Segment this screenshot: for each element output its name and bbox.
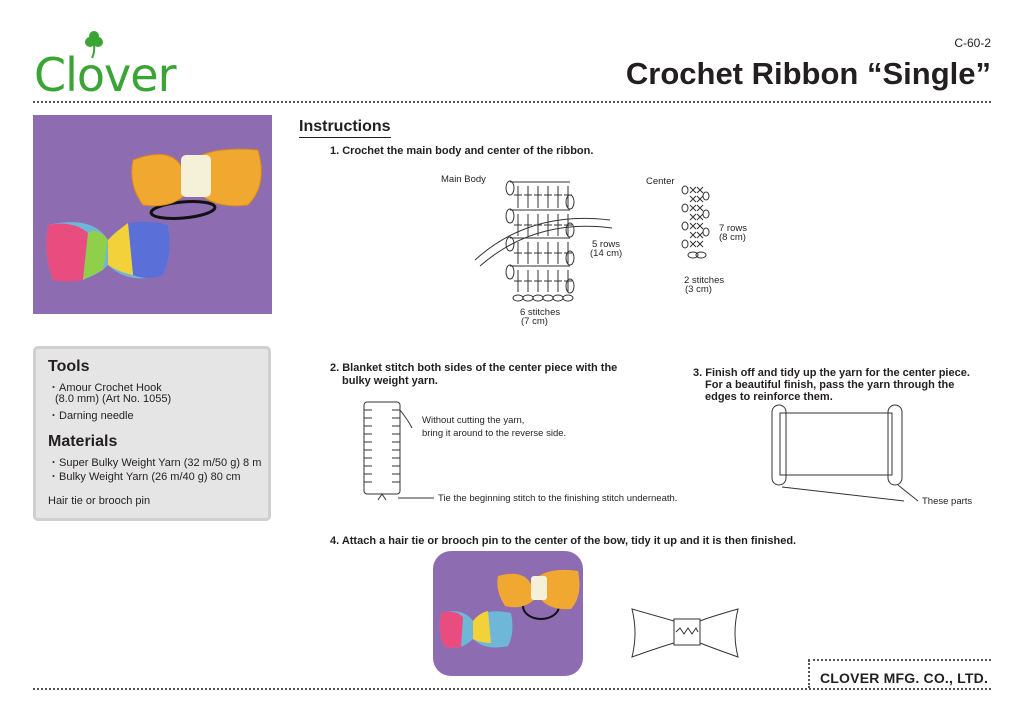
center-chart [680,185,720,265]
footer-divider [33,688,991,690]
materials-heading: Materials [48,433,118,450]
note-bring-around: bring it around to the reverse side. [422,428,567,439]
note-tie-stitch: Tie the beginning stitch to the finishing stitch underneath. [438,493,678,504]
main-body-chart [470,180,610,320]
center-label: Center [646,176,675,187]
clover-logo [34,30,184,100]
step-3-text-cont2: edges to reinforce them. [705,391,833,403]
stitches-label: 6 stitches [520,307,561,318]
note-without-cutting: Without cutting the yarn, [422,415,525,426]
material-item: ・Bulky Weight Yarn (26 m/40 g) 80 cm [48,471,241,483]
main-body-label: Main Body [441,174,486,185]
page-title: Crochet Ribbon “Single” [625,56,991,91]
note-these-parts: These parts [922,496,973,507]
product-photo [33,115,272,314]
company-name: CLOVER MFG. CO., LTD. [820,670,989,686]
tool-item: ・Darning needle [48,410,134,422]
tool-item: (8.0 mm) (Art No. 1055) [55,393,172,405]
blanket-stitch-diagram [360,400,420,500]
material-extra: Hair tie or brooch pin [48,495,151,507]
brand-name: Clover [34,48,176,102]
center-stitches-cm: (3 cm) [685,284,712,295]
header-divider [33,101,991,103]
rows-label: 5 rows [592,239,620,250]
bows-illustration [33,115,272,314]
finished-bows-illustration [433,551,583,676]
step-2-text-cont: bulky weight yarn. [342,375,438,387]
leader-line [398,494,438,504]
footer-divider-top [808,659,991,661]
step-2-text: 2. Blanket stitch both sides of the center piece with the [330,362,618,374]
document-code: C-60-2 [954,36,991,50]
tools-materials-box [33,346,271,521]
step-1-text: 1. Crochet the main body and center of the ribbon. [330,145,594,157]
instructions-heading: Instructions [299,118,391,138]
center-stitches-label: 2 stitches [684,275,725,286]
step-4-text: 4. Attach a hair tie or brooch pin to the center of the bow, tidy it up and it is then finished. [330,535,797,547]
tool-item: ・Amour Crochet Hook [48,382,162,394]
rows-cm: (14 cm) [590,248,623,259]
material-item: ・Super Bulky Weight Yarn (32 m/50 g) 8 m [48,457,262,469]
finished-bow-diagram [630,605,750,665]
center-piece-diagram [768,403,928,513]
center-rows-label: 7 rows [719,223,747,234]
step-3-text: 3. Finish off and tidy up the yarn for the center piece. [693,367,970,379]
tools-heading: Tools [48,358,90,375]
stitches-cm: (7 cm) [521,316,548,327]
footer-divider-v [808,660,810,688]
finished-photo [433,551,583,676]
center-rows-cm: (8 cm) [719,232,746,243]
step-3-text-cont: For a beautiful finish, pass the yarn through the [705,379,955,391]
